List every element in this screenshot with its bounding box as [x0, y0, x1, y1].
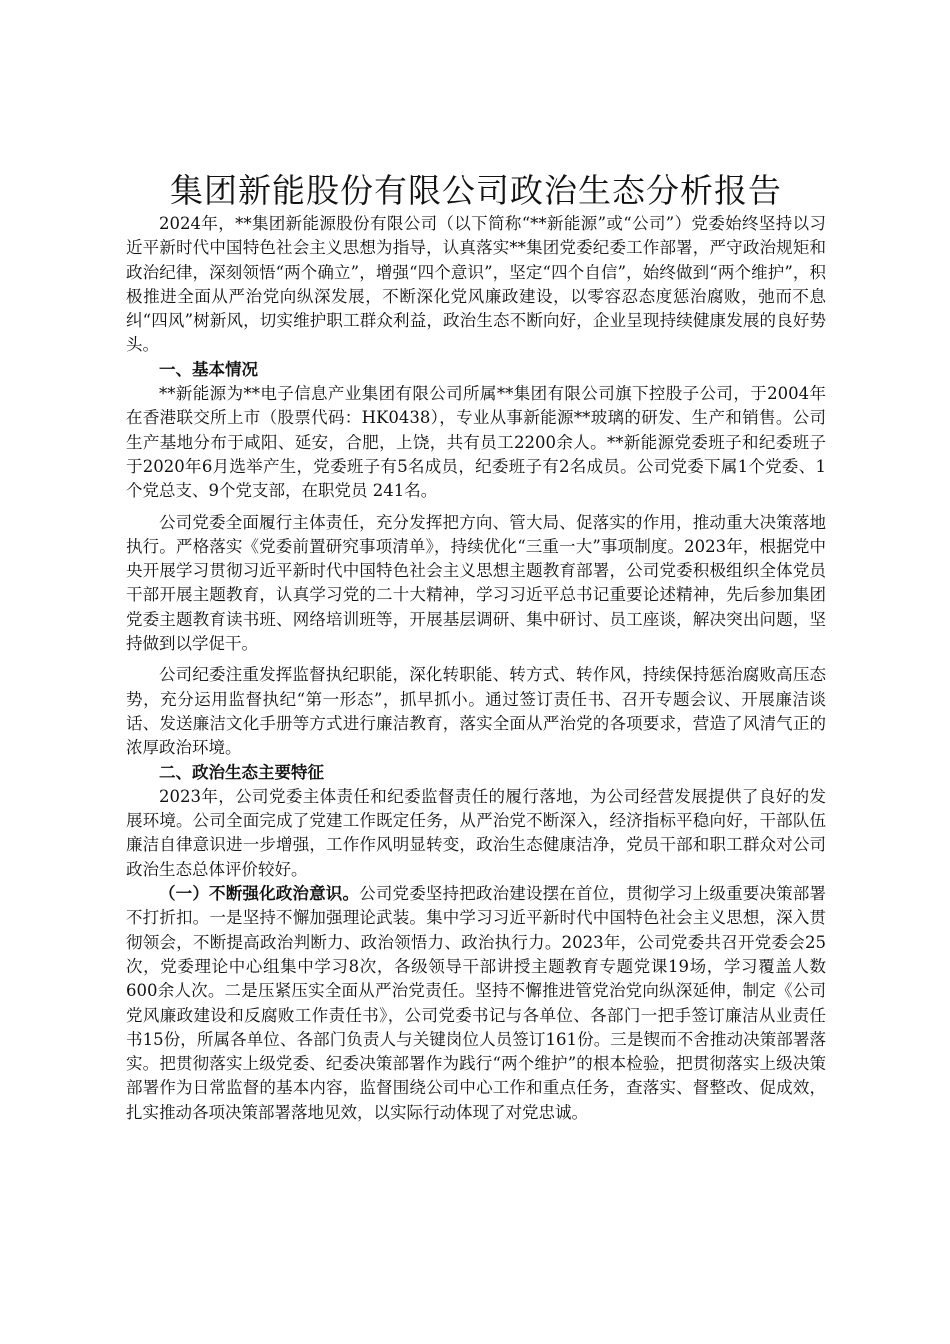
basic-situation-paragraph-1: **新能源为**电子信息产业集团有限公司所属**集团有限公司旗下控股子公司，于2004年在香港联交所上市（股票代码：HK0438），专业从事新能源**玻璃的研发、生产和销售。公司生产基地分布于咸阳、延安，合肥，上饶，共有员工2200余人。**新能源党委班子和纪委班子于2020年6月选举产生，党委班子有5名成员，纪委班子有2名成员。公司党委下属1个党委、1个党总支、9个党支部，在职党员 241名。	[126, 384, 826, 501]
subsection-body: 公司党委坚持把政治建设摆在首位，贯彻学习上级重要决策部署不打折扣。一是坚持不懈加强理论武装。集中学习习近平新时代中国特色社会主义思想，深入贯彻领会，不断提高政治判断力、政治领悟力、政治执行力。2023年，公司党委共召开党委会25次，党委理论中心组集中学习8次，各级领导干部讲授主题教育专题党课19场，学习覆盖人数600余人次。二是压紧压实全面从严治党责任。坚持不懈推进管党治党向纵深延伸，制定《公司党风廉政建设和反腐败工作责任书》，公司党委书记与各单位、各部门一把手签订廉洁从业责任书15份，所属各单位、各部门负责人与关键岗位人员签订161份。三是锲而不舍推动决策部署落实。把贯彻落实上级党委、纪委决策部署作为践行“两个维护”的根本检验，把贯彻落实上级决策部署作为日常监督的基本内容，监督围绕公司中心工作和重点任务，查落实、督整改、促成效，扎实推动各项决策部署落地见效，以实际行动体现了对党忠诚。	[126, 884, 827, 1122]
basic-situation-paragraph-2: 公司党委全面履行主体责任，充分发挥把方向、管大局、促落实的作用，推动重大决策落地执行。严格落实《党委前置研究事项清单》，持续优化“三重一大”事项制度。2023年，根据党中央开展学习贯彻习近平新时代中国特色社会主义思想主题教育部署，公司党委积极组织全体党员干部开展主题教育，认真学习党的二十大精神，学习习近平总书记重要论述精神，先后参加集团党委主题教育读书班、网络培训班等，开展基层调研、集中研讨、员工座谈，解决突出问题，坚持做到以学促干。	[126, 512, 826, 654]
subsection-lead: （一）不断强化政治意识。	[159, 884, 360, 904]
section-heading-main-features: 二、政治生态主要特征	[159, 762, 324, 782]
intro-paragraph: 2024年，**集团新能源股份有限公司（以下简称“**新能源”或“公司”）党委始终坚持以习近平新时代中国特色社会主义思想为指导，认真落实**集团党委纪委工作部署，严守政治规矩和政治纪律，深刻领悟“两个确立”，增强“四个意识”，坚定“四个自信”，始终做到“两个维护”，积极推进全面从严治党向纵深发展，不断深化党风廉政建设，以零容忍态度惩治腐败，弛而不息纠“四风”树新风，切实维护职工群众利益，政治生态不断向好，企业呈现持续健康发展的良好势头。	[126, 214, 826, 355]
document-title: 集团新能股份有限公司政治生态分析报告	[170, 171, 782, 210]
main-features-paragraph-2	[126, 882, 826, 1125]
section-heading-basic-situation: 一、基本情况	[159, 359, 258, 379]
basic-situation-paragraph-3: 公司纪委注重发挥监督执纪职能，深化转职能、转方式、转作风，持续保持惩治腐败高压态势，充分运用监督执纪“第一形态”，抓早抓小。通过签订责任书、召开专题会议、开展廉洁谈话、发送廉洁文化手册等方式进行廉洁教育，落实全面从严治党的各项要求，营造了风清气正的浓厚政治环境。	[126, 665, 826, 758]
main-features-paragraph-1: 2023年，公司党委主体责任和纪委监督责任的履行落地，为公司经营发展提供了良好的发展环境。公司全面完成了党建工作既定任务，从严治党不断深入，经济指标平稳向好，干部队伍廉洁自律意识进一步增强，工作作风明显转变，政治生态健康洁净，党员干部和职工群众对公司政治生态总体评价较好。	[126, 786, 826, 879]
document-page	[126, 170, 826, 1125]
